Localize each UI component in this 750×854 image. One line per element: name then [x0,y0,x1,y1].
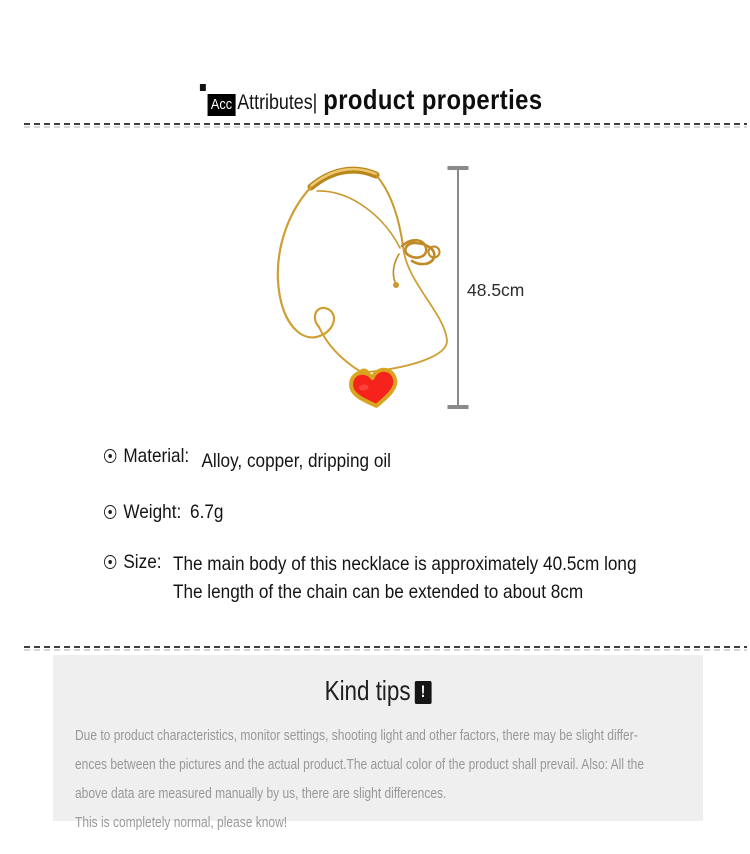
size-value-line-2: The length of the chain can be extended to about 8cm [172,581,584,603]
spec-row-weight [104,500,223,524]
measurement-label: 48.5cm [467,280,525,300]
size-value-line-1: The main body of this necklace is approximately 40.5cm long [172,553,637,575]
product-photo-necklace [0,150,750,430]
black-square-bullet-icon [200,84,206,91]
dashed-divider-bottom [24,646,747,651]
kind-tips-title [118,676,638,706]
size-value [173,550,637,606]
tips-line-4: This is completely normal, please know! [75,814,288,831]
page-header [56,84,694,116]
measurement-ruler [448,168,469,407]
kind-tips-title-text: Kind tips [324,675,411,706]
tips-line-1: Due to product characteristics, monitor settings, shooting light and other factors, there may be slight differ- [75,727,638,744]
spec-row-material [104,444,391,473]
tips-line-3: above data are measured manually by us, there are slight differences. [75,785,447,802]
material-value: Alloy, copper, dripping oil [201,450,392,472]
circled-dot-icon [104,505,116,519]
circled-dot-icon [104,449,116,463]
size-label: Size: [123,551,162,573]
acc-badge-wrapper [207,94,235,116]
weight-label: Weight: [123,501,182,523]
exclamation-icon: ! [415,681,432,704]
circled-dot-icon [104,555,116,569]
header-prefix: Attributes| [237,91,318,114]
dashed-divider-top [24,123,747,128]
material-label: Material: [123,445,190,467]
gold-chain [278,169,447,372]
page-title: product properties [323,84,543,115]
kind-tips-paragraph [75,721,725,837]
weight-value: 6.7g [190,501,224,523]
tips-line-2: ences between the pictures and the actual product.The actual color of the product shall prevail. Also: All the [75,756,645,773]
kind-tips-box [53,655,703,831]
spec-row-size [104,550,637,606]
acc-badge: Acc [207,94,235,116]
